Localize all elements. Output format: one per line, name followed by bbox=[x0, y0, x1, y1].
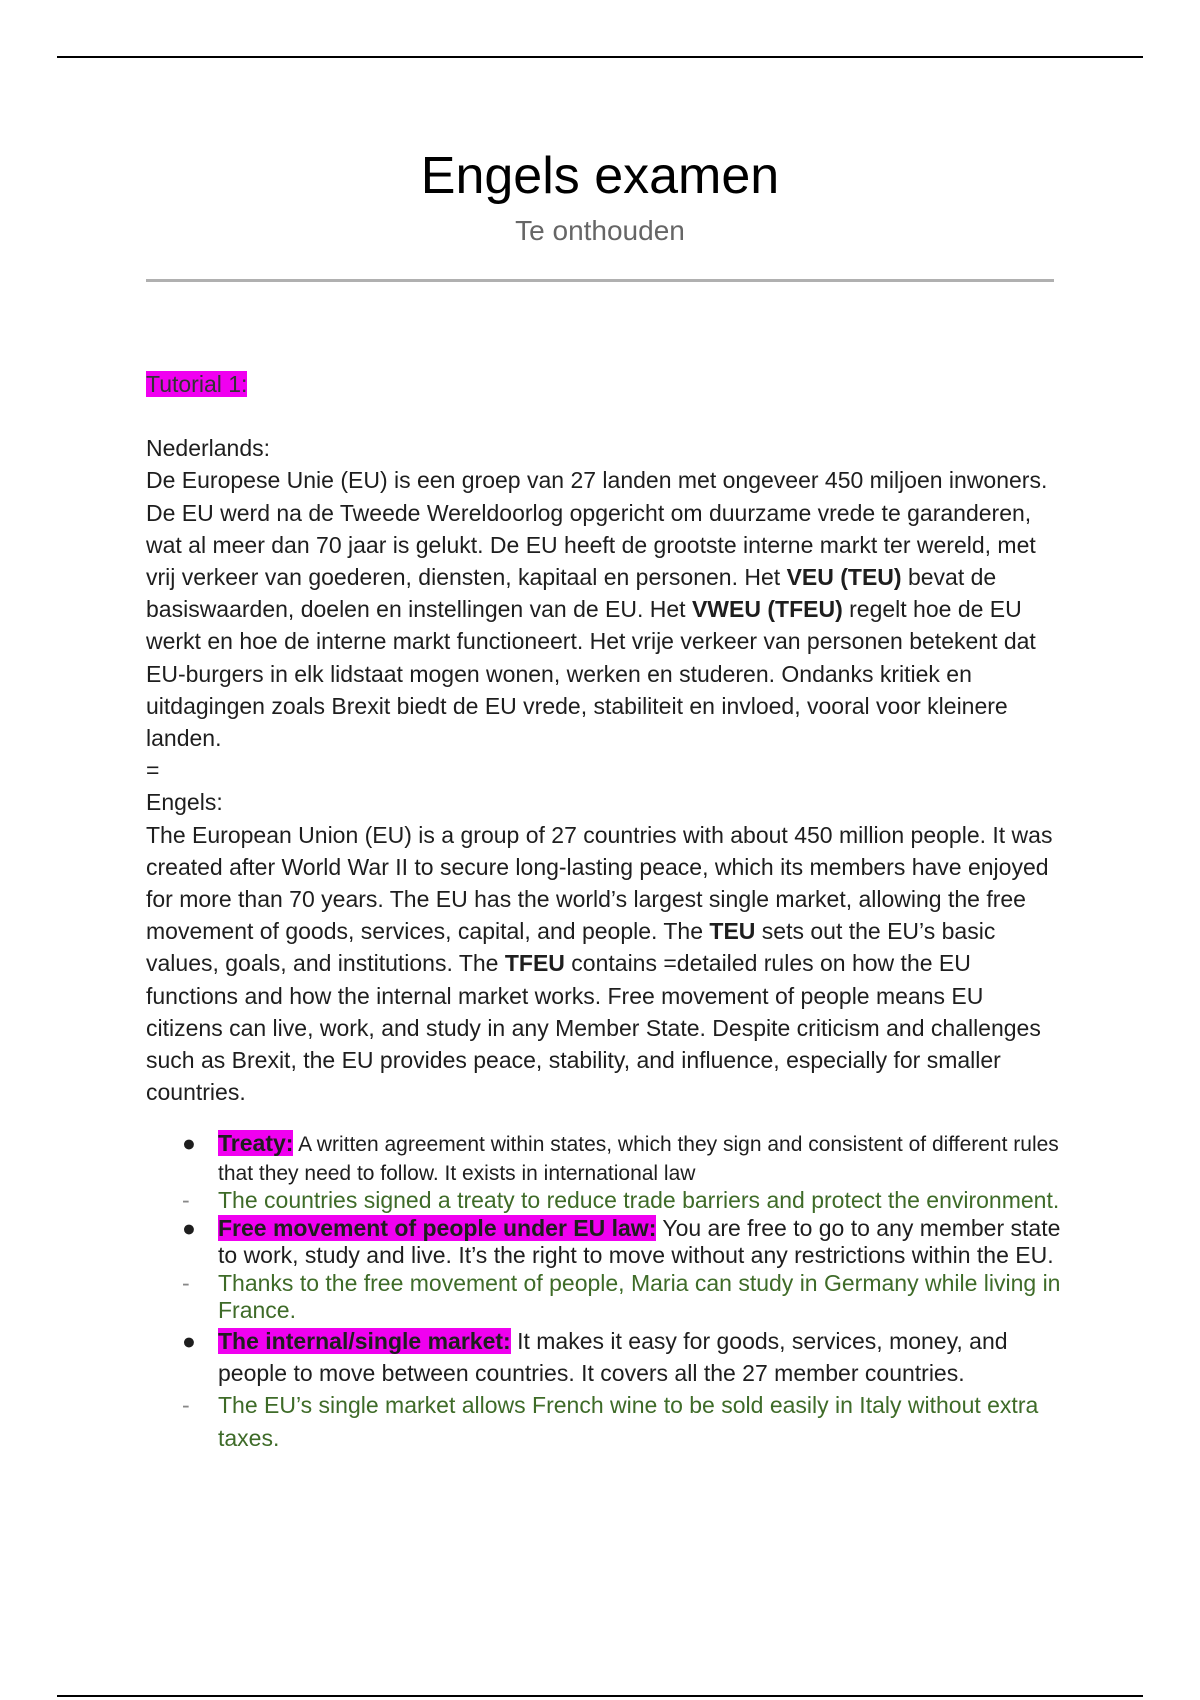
term-definition: It makes it easy for goods, services, money, and people to move between countries. It covers all the 27 member countries. bbox=[218, 1327, 1008, 1387]
dash-icon: - bbox=[182, 1392, 190, 1419]
dash-icon: - bbox=[182, 1269, 190, 1296]
page-bottom-rule bbox=[57, 1695, 1143, 1697]
bullet-icon: ● bbox=[182, 1327, 196, 1354]
term-example: - Thanks to the free movement of people, Maria can study in Germany while living in France. bbox=[182, 1269, 1061, 1324]
dash-icon: - bbox=[182, 1187, 190, 1214]
bullet-icon: ● bbox=[182, 1214, 196, 1241]
term-item bbox=[146, 1130, 1061, 1187]
dutch-paragraph: De Europese Unie (EU) is een groep van 27 landen met ongeveer 450 miljoen inwoners. De EU werd na de Tweede Wereldoorlog opgericht om duurzame vrede te garanderen, wat al meer dan 70 jaar is gelukt. De EU heeft de grootste interne markt ter wereld, met vrij verkeer van goederen, diensten, kapitaal en personen. Het VEU (TEU) bevat de basiswaarden, doelen en instellingen van de EU. Het VWEU (TFEU) regelt hoe de EU werkt en hoe de interne markt functioneert. Het vrije verkeer van personen betekent dat EU-burgers in elk lidstaat mogen wonen, werken en studeren. Ondanks kritiek en uitdagingen zoals Brexit biedt de EU vrede, stabiliteit en invloed, vooral voor kleinere landen. bbox=[146, 467, 1048, 752]
terms-list bbox=[146, 1130, 1061, 1453]
term-example: - The EU’s single market allows French wine to be sold easily in Italy without extra taxes. bbox=[146, 1389, 1061, 1453]
title-divider bbox=[146, 279, 1054, 282]
bullet-icon: ● bbox=[182, 1130, 196, 1157]
term-example: - The countries signed a treaty to reduce trade barriers and protect the environment. bbox=[182, 1187, 1060, 1214]
document-title: Engels examen bbox=[420, 147, 780, 205]
english-paragraph: The European Union (EU) is a group of 27 countries with about 450 million people. It was created after World War II to secure long-lasting peace, which its members have enjoyed for more than 70 years. The EU has the world’s largest single market, allowing the free movement of goods, services, capital, and people. The TEU sets out the EU’s basic values, goals, and institutions. The TFEU contains =detailed rules on how the EU functions and how the internal market works. Free movement of people means EU citizens can live, work, and study in any Member State. Despite criticism and challenges such as Brexit, the EU provides peace, stability, and influence, especially for smaller countries. bbox=[146, 821, 1053, 1106]
equals-sign: = bbox=[146, 757, 160, 784]
term-label: Free movement of people under EU law: bbox=[218, 1214, 657, 1241]
term-item bbox=[146, 1215, 1061, 1270]
english-label: Engels: bbox=[146, 789, 223, 816]
term-definition: You are free to go to any member state to work, study and live. It’s the right to move without any restrictions within the EU. bbox=[218, 1214, 1061, 1269]
document-body bbox=[146, 368, 1061, 1454]
page-top-rule bbox=[57, 56, 1143, 58]
document-subtitle: Te onthouden bbox=[515, 215, 685, 246]
section-label: Tutorial 1: bbox=[146, 371, 248, 397]
term-item bbox=[146, 1325, 1061, 1389]
term-label: Treaty: bbox=[218, 1130, 294, 1157]
term-label: The internal/single market: bbox=[218, 1327, 511, 1354]
term-definition: A written agreement within states, which they sign and consistent of different rules that they need to follow. It exists in international law bbox=[218, 1133, 1059, 1185]
dutch-label: Nederlands: bbox=[146, 435, 271, 462]
